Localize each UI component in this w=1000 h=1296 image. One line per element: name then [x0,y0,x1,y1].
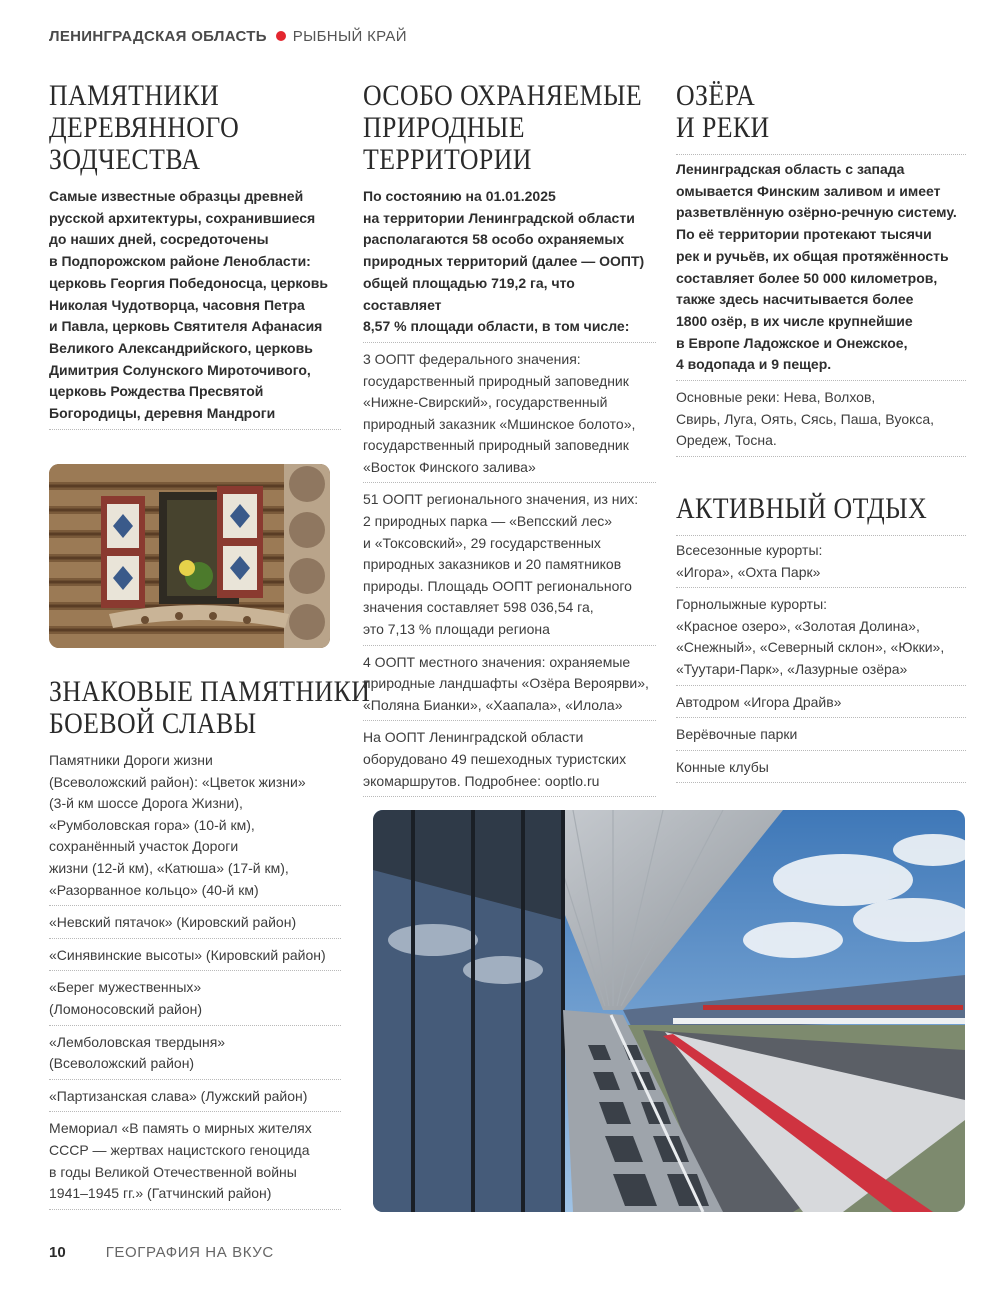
race-track-photo [373,810,965,1212]
header-dot [276,31,286,41]
running-header [49,28,407,45]
wooden-title: ПАМЯТНИКИ ДЕРЕВЯННОГО ЗОДЧЕСТВА [49,79,240,176]
active-item-horse-clubs: Конные клубы [676,757,966,784]
active-item-rope-parks: Верёвочные парки [676,724,966,751]
protected-item-federal: 3 ООПТ федерального значения: государственный природный заповедник «Нижне-Свирский», государственный природный заказник «Мшинское болото», государственный природный заповедник «Восток Финского залива» [363,349,656,484]
military-item-sinyavino: «Синявинские высоты» (Кировский район) [49,945,341,972]
wooden-architecture-block [49,80,341,436]
military-item-memorial: Мемориал «В память о мирных жителях СССР — жертвах нацистского геноцида в годы Великой Отечественной войны 1941–1945 гг.» (Гатчинский район) [49,1118,341,1209]
magazine-title: ГЕОГРАФИЯ НА ВКУС [105,1244,274,1261]
protected-lead: По состоянию на 01.01.2025 на территории Ленинградской области располагаются 58 особо охраняемых природных территорий (далее — ООПТ) общей площадью 719,2 га, что составляет 8,57 % площади области, в том числе: [363,186,656,343]
header-section: РЫБНЫЙ КРАЙ [292,28,407,45]
wooden-window-photo [49,464,330,648]
page-footer [49,1244,274,1261]
military-item-partisan: «Партизанская слава» (Лужский район) [49,1086,341,1113]
military-item-lembolovo: «Лемболовская твердыня» (Всеволожский район) [49,1032,341,1080]
protected-territories-block [363,80,656,803]
military-item-nevsky: «Невский пятачок» (Кировский район) [49,912,341,939]
header-region: ЛЕНИНГРАДСКАЯ ОБЛАСТЬ [49,28,267,45]
active-item-all-season: Всесезонные курорты: «Игора», «Охта Парк» [676,540,966,588]
wooden-lead: Самые известные образцы древней русской архитектуры, сохранившиеся до наших дней, сосредоточены в Подпорожском районе Ленобласти: церковь Георгия Победоносца, церковь Николая Чудотворца, часовня Петра и Павла, церковь Святителя Афанасия Великого Александрийского, церковь Димитрия Солунского Мироточивого, церковь Рождества Пресвятой Богородицы, деревня Мандроги [49,186,341,430]
lakes-rivers-block [676,80,966,463]
lakes-lead: Ленинградская область с запада омывается Финским заливом и имеет разветвлённую озёрно-речную систему. По её территории протекают тысячи рек и ручьёв, их общая протяжённость составляет более 50 000 километров, также здесь насчитывается более 1800 озёр, в их числе крупнейшие в Европе Ладожское и Онежское, 4 водопада и 9 пещер. [676,154,966,381]
military-glory-block [49,675,371,1216]
protected-title: ОСОБО ОХРАНЯЕМЫЕ ПРИРОДНЫЕ ТЕРРИТОРИИ [363,79,643,176]
active-recreation-block [676,493,966,789]
active-item-ski: Горнолыжные курорты: «Красное озеро», «Золотая Долина», «Снежный», «Северный склон», «Юкки», «Туутари-Парк», «Лазурные озёра» [676,594,966,685]
page-number: 10 [49,1244,66,1261]
active-title: АКТИВНЫЙ ОТДЫХ [676,492,928,525]
lakes-title: ОЗЁРА И РЕКИ [676,79,770,144]
active-item-autodrom: Автодром «Игора Драйв» [676,692,966,719]
military-item-road-of-life: Памятники Дороги жизни (Всеволожский район): «Цветок жизни» (3-й км шоссе Дорога Жизни), «Румболовская гора» (10-й км), сохранённый участок Дороги жизни (12-й км), «Катюша» (17-й км), «Разорванное кольцо» (40-й км) [49,750,341,906]
lakes-main-rivers: Основные реки: Нева, Волхов, Свирь, Луга, Оять, Сясь, Паша, Вуокса, Оредеж, Тосна. [676,387,966,457]
military-item-bereg: «Берег мужественных» (Ломоносовский район) [49,977,341,1025]
protected-item-local: 4 ООПТ местного значения: охраняемые природные ландшафты «Озёра Вероярви», «Поляна Бианки», «Хаапала», «Илола» [363,652,656,722]
protected-item-ecotrails: На ООПТ Ленинградской области оборудовано 49 пешеходных туристских экомаршрутов. Подробнее: ooptlo.ru [363,727,656,797]
protected-item-regional: 51 ООПТ регионального значения, из них: 2 природных парка — «Вепсский лес» и «Токсовский», 29 государственных природных заказников и 20 памятников природы. Площадь ООПТ регионального значения составляет 598 036,54 га, это 7,13 % площади региона [363,489,656,645]
military-title: ЗНАКОВЫЕ ПАМЯТНИКИ БОЕВОЙ СЛАВЫ [49,675,371,740]
